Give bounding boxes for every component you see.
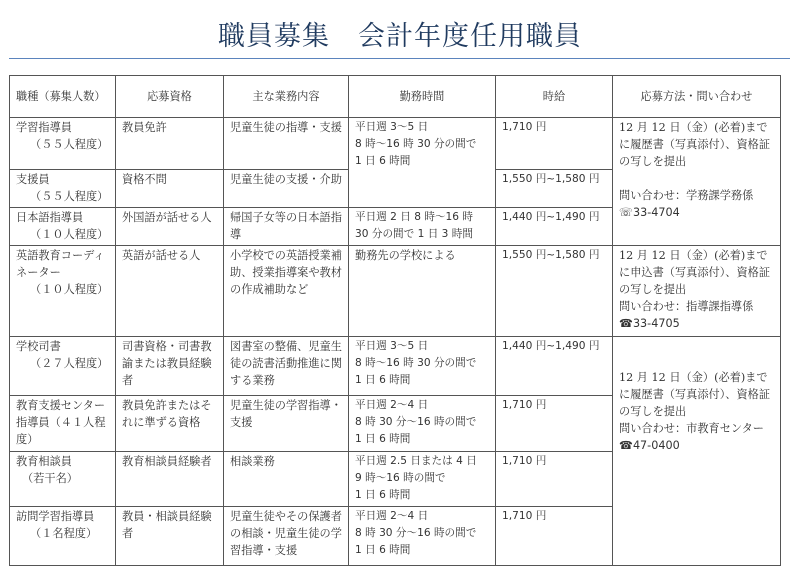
hours-line: 平日週 3～5 日	[355, 121, 429, 133]
wage-cell: 1,550 円~1,580 円	[496, 170, 613, 208]
hours-line: 8 時～16 時 30 分の間で	[355, 357, 477, 369]
job-title: 学習指導員	[16, 121, 72, 134]
header-job: 職種（募集人数）	[10, 76, 116, 118]
qualification-cell: 資格不問	[116, 170, 224, 208]
contact-deadline: 12 月 12 日（金）(必着)までに申込書（写真添付）、資格証の写しを提出	[619, 249, 771, 296]
table-row	[10, 118, 781, 170]
contact-inquiry: 問い合わせ：指導課指導係	[619, 300, 754, 313]
job-count: （若干名）	[22, 472, 78, 485]
hours-cell	[349, 452, 496, 507]
contact-phone: 33-4705	[632, 317, 680, 330]
job-title: 英語教育コーディネーター	[16, 249, 105, 279]
hours-cell	[349, 507, 496, 566]
job-count: （５５人程度）	[30, 190, 109, 203]
job-title: 教育相談員	[16, 455, 72, 468]
job-count: （１０人程度）	[30, 228, 109, 241]
contact-phone: 47-0400	[632, 439, 680, 452]
hours-line: 8 時 30 分～16 時の間で	[355, 416, 477, 428]
job-count: （１０人程度）	[30, 283, 109, 296]
contact-inquiry: 問い合わせ：学務課学務係	[619, 189, 754, 202]
job-title: 日本語指導員	[16, 211, 84, 224]
contact-cell	[613, 337, 781, 566]
hours-cell	[349, 396, 496, 452]
table-header-row	[10, 76, 781, 118]
wage-cell: 1,440 円~1,490 円	[496, 337, 613, 396]
hours-line: 1 日 6 時間	[355, 433, 411, 445]
duties-cell: 児童生徒の学習指導・支援	[224, 396, 349, 452]
hours-cell	[349, 118, 496, 208]
contact-inquiry: 問い合わせ：市教育センター	[619, 422, 764, 435]
job-cell	[10, 118, 116, 170]
duties-cell: 帰国子女等の日本語指導	[224, 208, 349, 246]
header-wage: 時給	[496, 76, 613, 118]
wage-cell: 1,710 円	[496, 118, 613, 170]
qualification-cell: 教員免許またはそれに準ずる資格	[116, 396, 224, 452]
title-part2: 会計年度任用職員	[358, 21, 582, 52]
hours-cell	[349, 337, 496, 396]
duties-cell: 図書室の整備、児童生徒の読書活動推進に関する業務	[224, 337, 349, 396]
header-duties: 主な業務内容	[224, 76, 349, 118]
phone-icon: ☎	[619, 439, 633, 452]
job-cell	[10, 208, 116, 246]
wage-cell: 1,710 円	[496, 507, 613, 566]
page-title	[0, 14, 800, 53]
job-title: 訪問学習指導員	[16, 510, 95, 523]
wage-cell: 1,710 円	[496, 396, 613, 452]
hours-line: 1 日 6 時間	[355, 489, 411, 501]
duties-cell: 児童生徒の指導・支援	[224, 118, 349, 170]
hours-line: 8 時～16 時 30 分の間で	[355, 138, 477, 150]
job-cell	[10, 507, 116, 566]
header-hours: 勤務時間	[349, 76, 496, 118]
recruitment-table	[9, 75, 781, 566]
hours-line: 勤務先の学校による	[355, 249, 456, 262]
job-cell	[10, 170, 116, 208]
duties-cell: 児童生徒やその保護者の相談・児童生徒の学習指導・支援	[224, 507, 349, 566]
job-cell	[10, 337, 116, 396]
qualification-cell: 教員・相談員経験者	[116, 507, 224, 566]
qualification-cell: 教員免許	[116, 118, 224, 170]
hours-line: 30 分の間で 1 日 3 時間	[355, 228, 473, 240]
hours-line: 平日週 2 日 8 時～16 時	[355, 211, 473, 223]
duties-cell: 相談業務	[224, 452, 349, 507]
job-title: 学校司書	[16, 340, 61, 353]
hours-line: 1 日 6 時間	[355, 374, 411, 386]
qualification-cell: 教育相談員経験者	[116, 452, 224, 507]
hours-cell	[349, 246, 496, 337]
contact-phone: 33-4704	[633, 206, 680, 219]
hours-line: 1 日 6 時間	[355, 155, 411, 167]
header-qualification: 応募資格	[116, 76, 224, 118]
wage-cell: 1,550 円~1,580 円	[496, 246, 613, 337]
table-row	[10, 337, 781, 396]
phone-icon: ☏	[619, 206, 633, 219]
contact-deadline: 12 月 12 日（金）(必着)までに履歴書（写真添付）、資格証の写しを提出	[619, 121, 771, 168]
qualification-cell: 英語が話せる人	[116, 246, 224, 337]
job-cell: 教育支援センター指導員（４１人程度）	[10, 396, 116, 452]
hours-cell	[349, 208, 496, 246]
job-count: （２７人程度）	[30, 357, 109, 370]
hours-line: 1 日 6 時間	[355, 544, 411, 556]
job-cell	[10, 246, 116, 337]
title-underline	[9, 58, 790, 59]
contact-deadline: 12 月 12 日（金）(必着)までに履歴書（写真添付）、資格証の写しを提出	[619, 371, 771, 418]
hours-line: 8 時 30 分～16 時の間で	[355, 527, 477, 539]
wage-cell: 1,710 円	[496, 452, 613, 507]
duties-cell: 児童生徒の支援・介助	[224, 170, 349, 208]
qualification-cell: 外国語が話せる人	[116, 208, 224, 246]
table-row	[10, 246, 781, 337]
contact-cell	[613, 118, 781, 246]
job-count: （１名程度）	[30, 527, 98, 540]
hours-line: 平日週 3～5 日	[355, 340, 429, 352]
hours-line: 9 時～16 時の間で	[355, 472, 446, 484]
header-contact: 応募方法・問い合わせ	[613, 76, 781, 118]
job-cell	[10, 452, 116, 507]
phone-icon: ☎	[619, 317, 633, 330]
job-count: （５５人程度）	[30, 138, 109, 151]
job-title: 支援員	[16, 173, 50, 186]
qualification-cell: 司書資格・司書教諭または教員経験者	[116, 337, 224, 396]
duties-cell: 小学校での英語授業補助、授業指導案や教材の作成補助など	[224, 246, 349, 337]
wage-cell: 1,440 円~1,490 円	[496, 208, 613, 246]
contact-cell	[613, 246, 781, 337]
hours-line: 平日週 2～4 日	[355, 399, 429, 411]
title-part1: 職員募集	[218, 21, 330, 52]
hours-line: 平日週 2.5 日または 4 日	[355, 455, 477, 467]
hours-line: 平日週 2～4 日	[355, 510, 429, 522]
